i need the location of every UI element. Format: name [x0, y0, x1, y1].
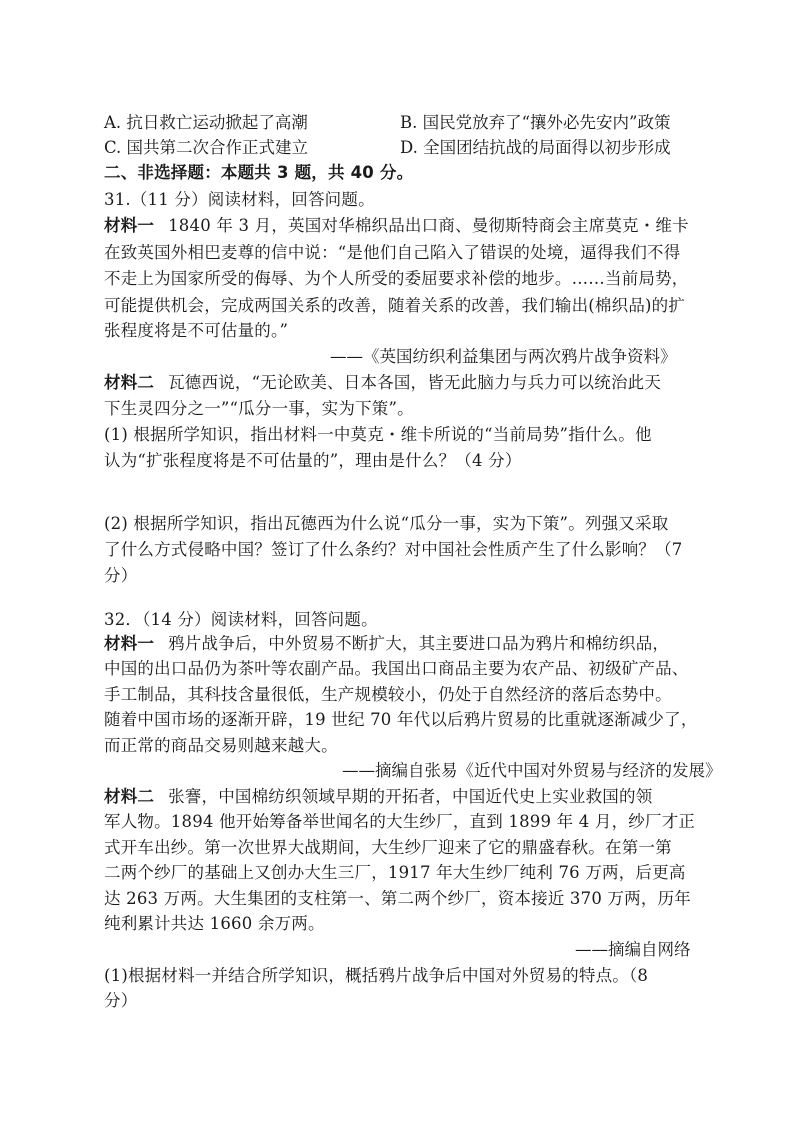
option-c: C. 国共第二次合作正式建立	[104, 138, 309, 157]
q32-material2-line: 军人物。1894 他开始筹备举世闻名的大生纱厂，直到 1899 年 4 月，纱厂才正	[104, 812, 696, 831]
q32-material2-source: ——摘编自网络	[575, 940, 691, 959]
q31-material1-line: 不走上为国家所受的侮辱、为个人所受的委屈要求补偿的地步。……当前局势，	[104, 269, 689, 288]
q31-material2-line: 下生灵四分之一”“瓜分一事，实为下策”。	[104, 399, 414, 418]
q32-material1-label: 材料一	[104, 634, 155, 653]
q31-material1-line	[104, 216, 689, 236]
option-b: B. 国民党放弃了“攘外必先安内”政策	[400, 113, 671, 132]
q31-sub2-line: 分）	[104, 566, 138, 585]
q32-material2-line: 纯利累计共达 1660 余万两。	[104, 914, 325, 933]
q32-stem: 32．（14 分）阅读材料，回答问题。	[104, 610, 378, 629]
q31-material2-text: 瓦德西说，“无论欧美、日本各国，皆无此脑力与兵力可以统治此天	[168, 373, 662, 392]
q32-material1-text: 鸦片战争后，中外贸易不断扩大，其主要进口品为鸦片和棉纺织品，	[168, 634, 670, 653]
q31-material2-label: 材料二	[104, 373, 155, 392]
option-d: D. 全国团结抗战的局面得以初步形成	[400, 138, 671, 157]
q31-stem: 31.（11 分）阅读材料，回答问题。	[104, 190, 375, 209]
option-a: A. 抗日救亡运动掀起了高潮	[104, 113, 308, 132]
q31-material2-line	[104, 373, 661, 393]
q32-material2-line	[104, 787, 652, 807]
section-header: 二、非选择题：本题共 3 题，共 40 分。	[104, 163, 414, 182]
q32-material1-source: ——摘编自张易《近代中国对外贸易与经济的发展》	[342, 761, 722, 780]
q31-sub1-line: 认为“扩张程度将是不可估量的”，理由是什么？（4 分）	[104, 451, 522, 470]
q32-material2-line: 二两个纱厂的基础上又创办大生三厂，1917 年大生纱厂纯利 76 万两，后更高	[104, 863, 686, 882]
q32-sub1-line: (1)根据材料一并结合所学知识，概括鸦片战争后中国对外贸易的特点。（8	[104, 966, 649, 985]
q32-material1-line: 而正常的商品交易则越来越大。	[104, 736, 338, 755]
q32-sub1-line: 分）	[104, 991, 138, 1010]
q32-material2-line: 达 263 万两。大生集团的支柱第一、第二两个纱厂，资本接近 370 万两，历年	[104, 889, 691, 908]
q32-material1-line	[104, 634, 669, 654]
q31-sub2-line: 了什么方式侵略中国？签订了什么条约？对中国社会性质产生了什么影响？（7	[104, 540, 683, 559]
q31-material1-line: 可能提供机会，完成两国关系的改善，随着关系的改善，我们输出(棉织品)的扩	[104, 296, 686, 315]
q31-material1-label: 材料一	[104, 216, 155, 235]
q31-material1-source: ——《英国纺织利益集团与两次鸦片战争资料》	[330, 347, 677, 366]
q32-material1-line: 中国的出口品仍为茶叶等农副产品。我国出口商品主要为农产品、初级矿产品、	[104, 659, 689, 678]
q32-material2-label: 材料二	[104, 787, 155, 806]
q32-material2-line: 式开车出纱。第一次世界大战期间，大生纱厂迎来了它的鼎盛春秋。在第一第	[104, 838, 672, 857]
q32-material1-line: 随着中国市场的逐渐开辟，19 世纪 70 年代以后鸦片贸易的比重就逐渐减少了，	[104, 710, 698, 729]
q31-material1-line: 在致英国外相巴麦尊的信中说：“是他们自己陷入了错误的处境，逼得我们不得	[104, 243, 681, 262]
q32-material1-line: 手工制品，其科技含量很低，生产规模较小，仍处于自然经济的落后态势中。	[104, 685, 672, 704]
q31-sub2-line: (2) 根据所学知识，指出瓦德西为什么说“瓜分一事，实为下策”。列强又采取	[104, 514, 669, 533]
q31-sub1-line: (1) 根据所学知识，指出材料一中莫克・维卡所说的“当前局势”指什么。他	[104, 425, 652, 444]
q32-material2-text: 张謇，中国棉纺织领域早期的开拓者，中国近代史上实业救国的领	[168, 787, 653, 806]
q31-material1-text: 1840 年 3 月，英国对华棉织品出口商、曼彻斯特商会主席莫克・维卡	[168, 216, 689, 235]
q31-material1-line: 张程度将是不可估量的。”	[104, 321, 289, 340]
